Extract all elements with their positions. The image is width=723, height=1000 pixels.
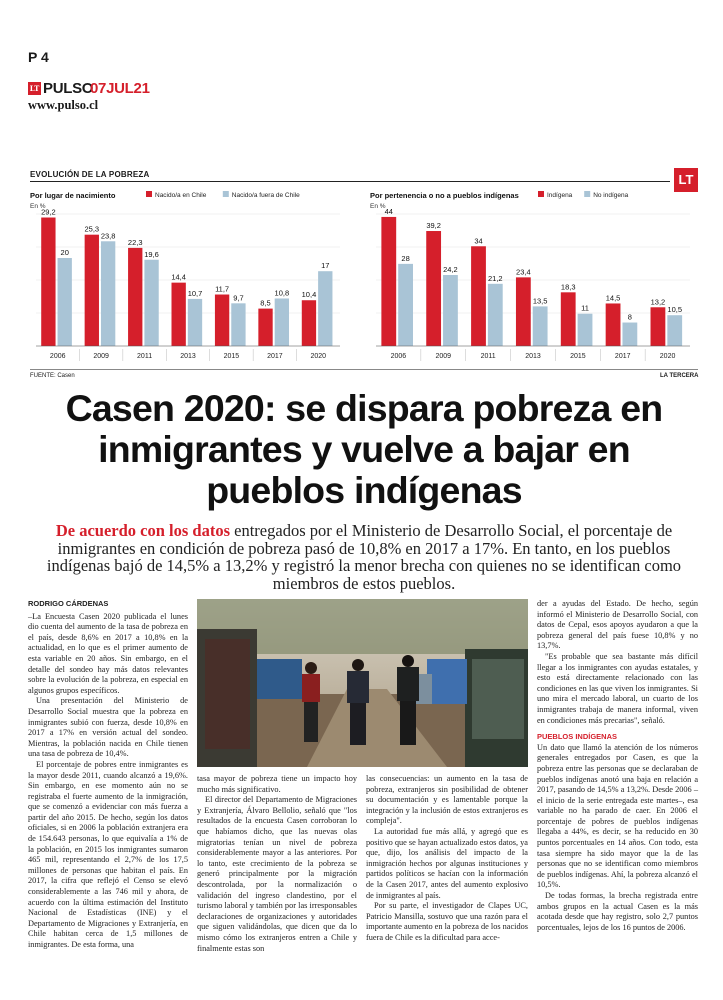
data-label: 23,8 bbox=[100, 231, 116, 241]
bar-primary bbox=[606, 303, 621, 346]
data-label: 18,3 bbox=[560, 282, 576, 292]
x-tick-label: 2011 bbox=[480, 353, 496, 360]
article-lead bbox=[30, 522, 698, 592]
paragraph: der a ayudas del Estado. De hecho, según informó el Ministerio de Desarrollo Social, con datos de Cepal, esos apoyos ayudaron a que la pobreza general del país fuese 10,8% y no 13,7%. bbox=[537, 599, 698, 651]
bar-primary bbox=[471, 246, 486, 346]
x-tick-label: 2020 bbox=[310, 353, 327, 360]
data-label: 22,3 bbox=[127, 237, 143, 247]
paragraph: El porcentaje de pobres entre inmigrantes es la mayor desde 2011, cuando alcanzó a 19,6%. Sin embargo, en ese momento aún no se registraba el fuerte aumento de la inmigración, que se comenzó a evidenciar con más fuerza a partir del año 2015. De hecho, según los datos oficiales, si en 2006 la población extranjera era de 154.643 personas, lo que equivalía a 1% de la población, en 2015 los inmigrantes sumaron 465 mil, representando el 2,7% de los 17,5 millones de personas que habitan el país. En 2017, la cifra que reflejó el Censo se elevó considerablemente a las 746 mil y ahora, de acuerdo con la última estimación del Instituto Nacional de Estadísticas (INE) y el Departamento de Migraciones y Extranjería, en Chile habitan cerca de 1,5 millones de inmigrantes. De esta forma, una bbox=[28, 759, 188, 949]
bar-secondary bbox=[398, 264, 413, 346]
legend-swatch bbox=[584, 191, 590, 197]
data-label: 10,8 bbox=[274, 288, 290, 298]
bar-secondary bbox=[622, 323, 637, 346]
legend-swatch bbox=[538, 191, 544, 197]
x-tick-label: 2013 bbox=[525, 353, 541, 360]
data-label: 17 bbox=[321, 261, 330, 271]
lead-text: entregados por el Ministerio de Desarrollo Social, el porcentaje de inmigrantes en condición de pobreza pasó de 10,8% en 2017 a 17%. En tanto, en los pueblos indígenas bajó de 14,5% a 13,2% y registró la menor brecha con quienes no se identifican como miembros de estos pueblos. bbox=[46, 521, 682, 593]
lead-highlight: De acuerdo con los datos bbox=[55, 521, 231, 540]
x-tick-label: 2020 bbox=[659, 353, 676, 360]
legend-label: Nacido/a fuera de Chile bbox=[231, 192, 300, 199]
legend-swatch bbox=[146, 191, 152, 197]
bar-primary bbox=[651, 307, 666, 346]
x-tick-label: 2011 bbox=[137, 353, 153, 360]
data-label: 11 bbox=[581, 303, 589, 313]
x-tick-label: 2017 bbox=[614, 353, 631, 360]
x-tick-label: 2006 bbox=[390, 353, 407, 360]
paragraph: La autoridad fue más allá, y agregó que es positivo que se hayan actualizado estos datos, ya que, dijo, los análisis del impacto de la inmigración hechos por algunas instituciones y partidos políticos se hacían con la información de la Casen 2017, antes del aumento explosivo de inmigrantes al país. bbox=[366, 826, 528, 900]
x-tick-label: 2006 bbox=[49, 353, 66, 360]
chart-title: Por pertenencia o no a pueblos indígenas bbox=[370, 191, 519, 200]
chart-source: FUENTE: Casen bbox=[30, 373, 75, 379]
article-column-3 bbox=[366, 774, 528, 944]
bar-secondary bbox=[667, 315, 682, 346]
x-tick-label: 2013 bbox=[180, 353, 196, 360]
data-label: 10,5 bbox=[667, 305, 683, 315]
y-axis-label: En % bbox=[370, 203, 386, 210]
paragraph: "Es probable que sea bastante más difícil llegar a los inmigrantes con ayudas estatales, y esto está directamente relacionado con las condiciones en las que viven los inmigrantes. Si uno mira el mercado laboral, un cuarto de los inmigrantes trabaja de manera informal, viven en condiciones más precarias", señaló. bbox=[537, 651, 698, 725]
data-label: 23,4 bbox=[516, 267, 531, 277]
article-column-2 bbox=[197, 774, 357, 954]
paragraph: Un dato que llamó la atención de los números generales entregados por Casen, es que la pobreza entre las personas que se declaraban de pueblos indígenas anotó una baja en relación a 2017, pasando de 14,5% a 13,2%. Desde 2006 –el inicio de la serie entregada este martes–, esa variable no ha parado de caer. En 2006 el porcentaje de pobres de pueblos indígenas llegaba a 44%, es decir, se ha reducido en 30 puntos porcentuales en 14 años. Con todo, esta tasa siempre ha sido mayor que la de las personas que no se identifican como miembros de pueblos indígenas. Ahí, la pobreza alcanzó el 10,5%. bbox=[537, 742, 698, 890]
legend-label: Nacido/a en Chile bbox=[155, 192, 207, 199]
bar-primary bbox=[516, 277, 531, 346]
data-label: 8 bbox=[627, 312, 632, 322]
y-axis-label: En % bbox=[30, 203, 46, 210]
legend-swatch bbox=[223, 191, 229, 197]
paragraph: El director del Departamento de Migraciones y Extranjería, Álvaro Bellolio, señaló que "los resultados de la encuesta Casen corroboran lo que habíamos dicho, que las nuevas olas migratorias tenían un nivel de pobreza considerablemente mayor a las anteriores. Por lo tanto, este crecimiento de la pobreza se generó principalmente por la migración descontrolada, por la normalización o validación del ingreso clandestino, por el turismo laboral y también por las irresponsables declaraciones de organizaciones y autoridades que siguen validándolas, que dicen que da lo mismo cómo los extranjeros entren a Chile y finalmente estas son bbox=[197, 795, 357, 953]
page-number: P 4 bbox=[28, 49, 49, 65]
data-label: 28 bbox=[401, 253, 410, 263]
bar-secondary bbox=[318, 271, 332, 346]
data-label: 14,4 bbox=[171, 272, 186, 282]
chart-bottom-divider bbox=[30, 369, 698, 370]
bar-secondary bbox=[231, 303, 245, 346]
data-label: 13,2 bbox=[650, 297, 666, 307]
lt-logo-icon: LT bbox=[29, 84, 40, 93]
article-headline: Casen 2020: se dispara pobreza en inmigrantes y vuelve a bajar en pueblos indígenas bbox=[65, 387, 663, 511]
bar-secondary bbox=[578, 314, 593, 346]
subheading: PUEBLOS INDÍGENAS bbox=[537, 732, 618, 742]
data-label: 19,6 bbox=[144, 249, 159, 259]
chart-title: Por lugar de nacimiento bbox=[30, 191, 116, 200]
bar-primary bbox=[41, 218, 55, 346]
paragraph: Por su parte, el investigador de Clapes UC, Patricio Mansilla, sostuvo que una razón para el importante aumento en la pobreza de los nacidos fuera de Chile es la dificultad para acce- bbox=[366, 901, 528, 942]
data-label: 10,7 bbox=[187, 288, 203, 298]
bar-secondary bbox=[58, 258, 72, 346]
paragraph: De todas formas, la brecha registrada entre ambos grupos en la actual Casen es la más acotada desde que hay registro, solo 2,7 puntos porcentuales, lejos de los 16 puntos de 2006. bbox=[537, 891, 698, 932]
legend-label: Indígena bbox=[547, 192, 573, 199]
bar-secondary bbox=[488, 284, 503, 346]
data-label: 13,5 bbox=[532, 296, 548, 306]
paragraph: las consecuencias: un aumento en la tasa de pobreza, extranjeros sin posibilidad de obtener su documentación y es lamentable porque la integración y la inclusión de estos extranjeros es compleja". bbox=[366, 774, 528, 826]
x-tick-label: 2009 bbox=[93, 353, 109, 360]
data-label: 44 bbox=[384, 206, 393, 216]
article-column-1 bbox=[28, 599, 188, 951]
chart-top-divider bbox=[30, 181, 670, 182]
website-link[interactable]: www.pulso.cl bbox=[28, 98, 99, 112]
bar-primary bbox=[302, 300, 316, 346]
bar-primary bbox=[381, 217, 396, 346]
bar-primary bbox=[258, 309, 272, 346]
data-label: 24,2 bbox=[443, 265, 458, 275]
la-tercera-badge-icon: LT bbox=[674, 168, 698, 192]
data-label: 29,2 bbox=[41, 207, 56, 217]
bar-primary bbox=[85, 235, 99, 346]
article-author: RODRIGO CÁRDENAS bbox=[28, 599, 109, 608]
data-label: 9,7 bbox=[233, 293, 244, 303]
data-label: 11,7 bbox=[215, 284, 230, 294]
x-tick-label: 2015 bbox=[223, 353, 240, 360]
x-tick-label: 2009 bbox=[435, 353, 452, 360]
paragraph: Una presentación del Ministerio de Desarrollo Social muestra que la pobreza en inmigrantes subió con fuerza, desde 10,8% en 2017 a 17% en versión actual del sondeo. Mientras, la población nacida en Chile tienen una tasa de pobreza de 10,4%. bbox=[28, 696, 188, 759]
bar-secondary bbox=[101, 241, 115, 346]
data-label: 14,5 bbox=[605, 293, 621, 303]
data-label: 20 bbox=[60, 248, 69, 257]
bar-primary bbox=[171, 283, 185, 346]
publication-name: PULSO bbox=[43, 80, 94, 97]
legend-label: No indígena bbox=[593, 192, 629, 199]
data-label: 39,2 bbox=[426, 221, 441, 231]
bar-secondary bbox=[275, 298, 289, 346]
bar-primary bbox=[128, 248, 142, 346]
paragraph: tasa mayor de pobreza tiene un impacto hoy mucho más significativo. bbox=[197, 774, 357, 794]
chart-section-title: EVOLUCIÓN DE LA POBREZA bbox=[30, 170, 150, 179]
data-label: 10,4 bbox=[301, 290, 317, 300]
chart-indigenous bbox=[368, 186, 698, 371]
bar-secondary bbox=[533, 306, 548, 346]
bar-secondary bbox=[188, 299, 202, 346]
bar-secondary bbox=[144, 260, 158, 346]
data-label: 21,2 bbox=[487, 273, 503, 283]
data-label: 8,5 bbox=[260, 298, 271, 308]
chart-birthplace bbox=[28, 186, 348, 371]
x-tick-label: 2017 bbox=[267, 353, 283, 360]
x-tick-label: 2015 bbox=[570, 353, 586, 360]
article-column-4 bbox=[537, 599, 698, 933]
bar-primary bbox=[426, 231, 441, 346]
paragraph: –La Encuesta Casen 2020 publicada el lunes dio cuenta del aumento de la tasa de pobreza en el país, desde 8,6% en 2017 a 10,8% en la actualidad, en lo que es el primer aumento de esta variable en 20 años. Sin embargo, en el detalle del sondeo hay más datos relevantes sobre la evolución de la pobreza, en especial en algunos grupos específicos. bbox=[28, 611, 188, 695]
data-label: 34 bbox=[474, 236, 483, 246]
publication-date: 07JUL21 bbox=[90, 80, 150, 97]
bar-secondary bbox=[443, 275, 458, 346]
data-label: 25,3 bbox=[84, 224, 100, 234]
bar-primary bbox=[215, 295, 229, 346]
bar-primary bbox=[561, 292, 576, 346]
chart-credit: LA TERCERA bbox=[660, 373, 699, 379]
figure-red-jacket bbox=[302, 674, 320, 702]
article-photo bbox=[197, 599, 528, 767]
